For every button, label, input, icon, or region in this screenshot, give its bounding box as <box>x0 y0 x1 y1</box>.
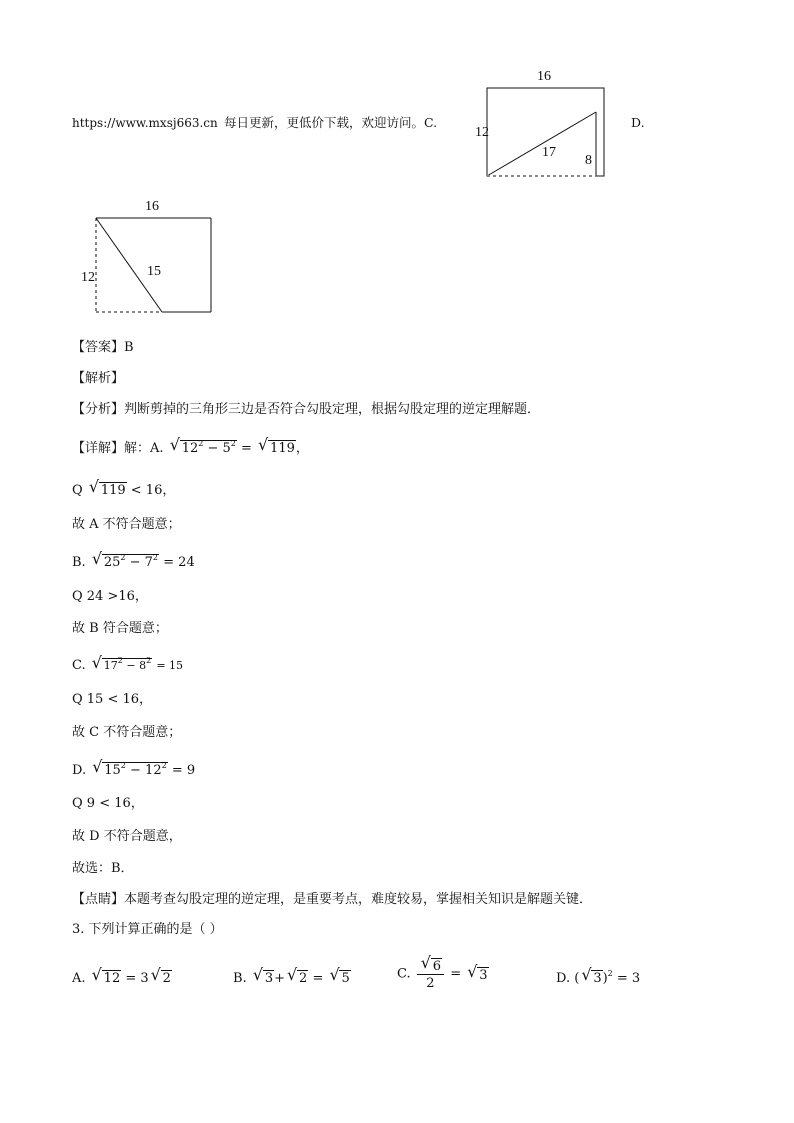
sqrt-a: √ $12^2 - 5^2$ <box>169 435 236 456</box>
figure-c-top-label: 16 <box>537 69 551 84</box>
detail-a-line: 【详解】解：A. √ $12^2 - 5^2$ = √ 119， <box>72 435 309 456</box>
dianjing-tag: 【点睛】 <box>72 892 125 907</box>
fenxi-text: 判断剪掉的三角形三边是否符合勾股定理，根据勾股定理的逆定理解题． <box>124 402 541 417</box>
fenxi-line <box>72 403 540 416</box>
final-answer: 故选：B． <box>72 861 134 876</box>
q3-option-a[interactable]: A. √ 12 = 3 √ 2 <box>72 965 171 986</box>
figure-c <box>474 64 614 180</box>
q3-d-sqrt: √ 3 <box>581 965 602 986</box>
dianjing-line <box>72 893 592 906</box>
q3-a-sqrt2: √ 2 <box>150 965 171 986</box>
fenxi-tag: 【分析】 <box>72 402 125 417</box>
sqrt-d: √ $15^2 - 12^2$ <box>92 757 167 778</box>
answer-tag: 【答案】 <box>72 340 125 355</box>
b-line: B. √ $25^2 - 7^2 = 24$ <box>72 549 195 570</box>
d-conclusion: 故 D 不符合题意， <box>72 829 182 844</box>
q3-a-sqrt: √ 12 <box>91 965 121 986</box>
figure-c-cut-edge <box>487 112 596 176</box>
b-because: Q 24 >16， <box>72 589 148 604</box>
q3-c-sqrt: √ 3 <box>467 961 488 983</box>
sqrt-c: √ $17^2 - 8^2$ <box>91 653 152 672</box>
c-conclusion: 故 C 不符合题意； <box>72 725 182 740</box>
figure-d-hyp-label: 15 <box>147 264 161 279</box>
figure-c-hyp-label: 17 <box>542 145 556 160</box>
a-because-line: Q √ 119 < 16， <box>72 477 176 498</box>
c-because: Q 15 < 16， <box>72 692 153 707</box>
question3-stem: 3. 下列计算正确的是（ ） <box>72 922 223 937</box>
sqrt-a-result: √ 119 <box>258 435 295 456</box>
option-d-label: D. <box>631 115 645 130</box>
q3-b-sqrt3: √ 5 <box>329 965 350 986</box>
q3-option-c[interactable]: C. √ 6 2 = √ 3 <box>397 953 488 991</box>
q3-b-sqrt2: √ 2 <box>287 965 308 986</box>
figure-d <box>80 194 220 316</box>
header-slogan: 每日更新，更低价下载，欢迎访问。C. <box>224 115 438 130</box>
dianjing-text: 本题考查勾股定理的逆定理，是重要考点，难度较易，掌握相关知识是解题关键． <box>124 892 593 907</box>
answer-line <box>72 341 134 354</box>
d-line: D. √ $15^2 - 12^2 = 9$ <box>72 757 196 778</box>
q3-option-b[interactable]: B. √ 3+ √ 2 = √ 5 <box>233 965 350 986</box>
q3-c-fraction: √ 6 2 <box>417 958 444 990</box>
figure-d-top-label: 16 <box>145 199 159 214</box>
q3-b-sqrt1: √ 3 <box>252 965 274 986</box>
q3-option-d[interactable]: D. ( √ 3)$^2$ = 3 <box>556 965 641 986</box>
c-line: C. √ $17^2 - 8^2 = 15$ <box>72 653 184 673</box>
a-conclusion: 故 A 不符合题意； <box>72 517 181 532</box>
sqrt-b: √ $25^2 - 7^2$ <box>91 549 159 570</box>
b-conclusion: 故 B 符合题意； <box>72 621 168 636</box>
figure-d-left-label: 12 <box>81 270 95 285</box>
figure-c-right-label: 8 <box>585 153 592 168</box>
xiangjie-intro: 解：A. <box>124 441 164 456</box>
sqrt-a-compare: √ 119 <box>88 477 126 498</box>
d-because: Q 9 < 16， <box>72 796 144 811</box>
answer-value: B <box>124 340 134 355</box>
xiangjie-tag: 【详解】 <box>72 441 125 456</box>
header-url[interactable]: https://www.mxsj663.cn <box>72 116 218 130</box>
figure-c-left-label: 12 <box>475 125 489 140</box>
jiexi-tag: 【解析】 <box>72 371 125 386</box>
